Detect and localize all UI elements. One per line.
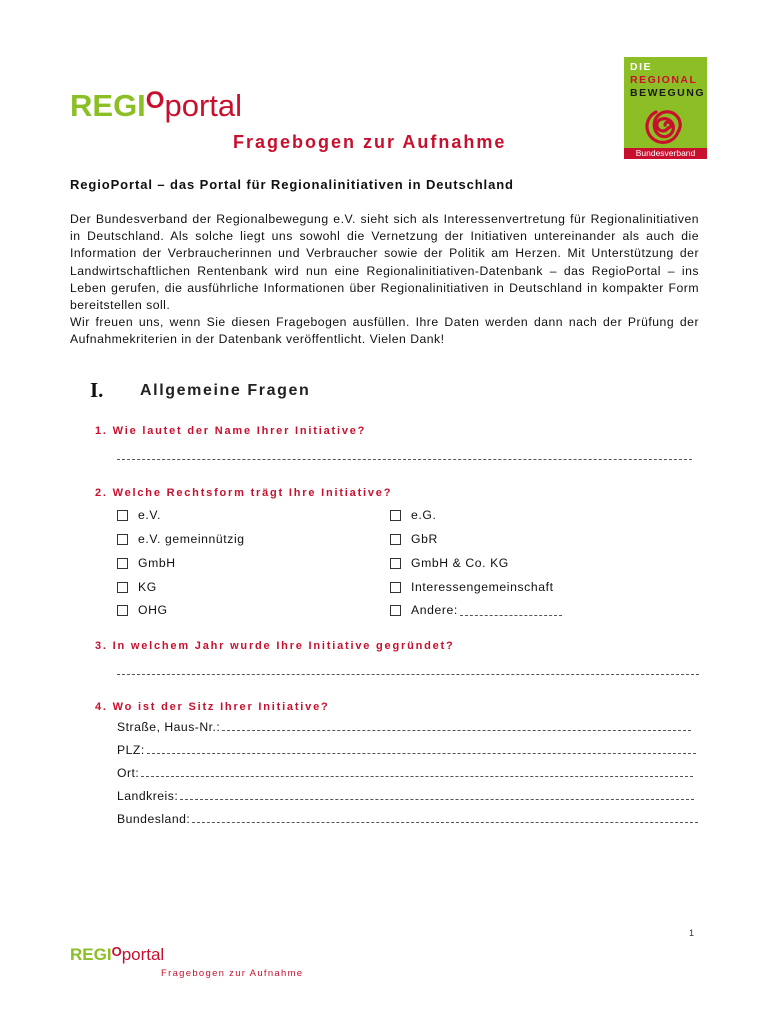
field-strasse[interactable]	[117, 720, 691, 734]
field-input-line[interactable]	[192, 822, 698, 823]
answer-line-name[interactable]	[117, 459, 692, 460]
option-label: e.V.	[138, 508, 161, 522]
footer-title: Fragebogen zur Aufnahme	[161, 968, 304, 979]
regionalbewegung-badge	[624, 57, 707, 159]
option-label: GmbH	[138, 556, 176, 570]
option-label: GmbH & Co. KG	[411, 556, 509, 570]
option-eg[interactable]	[390, 508, 436, 522]
badge-footer	[624, 148, 707, 159]
checkbox-icon[interactable]	[117, 558, 128, 569]
intro-paragraph-1: Der Bundesverband der Regionalbewegung e.V. sieht sich als Interessenvertretung für Regionalinitiativen in Deutschland. Als solche liegt uns sowohl die Vernetzung der Initiativen untereinander als auch die Information der Verbraucherinnen und Verbraucher sowie der Politik am Herzen. Mit Unterstützung der Landwirtschaftlichen Rentenbank wird nun eine Regionalinitiativen-Datenbank – das RegioPortal – ins Leben gerufen, die ausführliche Informationen über Regionalinitiativen in Deutschland in kompakter Form bereitstellen soll.	[70, 212, 699, 313]
option-label: e.V. gemeinnützig	[138, 532, 245, 546]
andere-input-line[interactable]	[460, 605, 562, 616]
field-label: Bundesland:	[117, 812, 191, 826]
logo-regi: REGI	[70, 945, 112, 964]
option-label: Andere:	[411, 603, 458, 617]
option-andere[interactable]	[390, 603, 562, 617]
checkbox-icon[interactable]	[117, 534, 128, 545]
answer-line-year[interactable]	[117, 674, 699, 675]
checkbox-icon[interactable]	[390, 558, 401, 569]
option-label: GbR	[411, 532, 438, 546]
logo-o: O	[111, 944, 122, 959]
page-number: 1	[689, 928, 695, 938]
question-4: 4. Wo ist der Sitz Ihrer Initiative?	[95, 701, 330, 713]
regioportal-logo	[70, 87, 243, 123]
field-ort[interactable]	[117, 766, 693, 780]
field-plz[interactable]	[117, 743, 696, 757]
logo-regi: REGI	[70, 88, 146, 123]
logo-portal: portal	[121, 945, 165, 964]
option-label: OHG	[138, 603, 168, 617]
option-gmbh-co-kg[interactable]	[390, 556, 509, 570]
option-interessengemeinschaft[interactable]	[390, 580, 554, 594]
badge-line-bewegung: BEWEGUNG	[630, 87, 705, 99]
field-input-line[interactable]	[222, 730, 691, 731]
badge-line-regional: REGIONAL	[630, 74, 698, 86]
logo-portal: portal	[164, 88, 243, 123]
field-label: Ort:	[117, 766, 140, 780]
field-input-line[interactable]	[147, 753, 696, 754]
section-number: I.	[90, 378, 104, 402]
checkbox-icon[interactable]	[117, 510, 128, 521]
field-bundesland[interactable]	[117, 812, 698, 826]
question-1: 1. Wie lautet der Name Ihrer Initiative?	[95, 425, 367, 437]
checkbox-icon[interactable]	[117, 605, 128, 616]
page-title: Fragebogen zur Aufnahme	[233, 132, 507, 152]
spiral-icon	[641, 103, 689, 147]
field-landkreis[interactable]	[117, 789, 694, 803]
option-gbr[interactable]	[390, 532, 438, 546]
option-ohg[interactable]	[117, 603, 168, 617]
checkbox-icon[interactable]	[390, 510, 401, 521]
checkbox-icon[interactable]	[390, 605, 401, 616]
option-kg[interactable]	[117, 580, 157, 594]
logo-o: O	[145, 87, 165, 114]
section-title: Allgemeine Fragen	[140, 382, 311, 399]
option-ev[interactable]	[117, 508, 161, 522]
field-input-line[interactable]	[180, 799, 694, 800]
option-label: e.G.	[411, 508, 437, 522]
badge-footer-text: Bundesverband	[635, 148, 696, 158]
subtitle: RegioPortal – das Portal für Regionalinitiativen in Deutschland	[70, 177, 514, 192]
intro-paragraph-2: Wir freuen uns, wenn Sie diesen Fragebogen ausfüllen. Ihre Daten werden dann nach der Prüfung der Aufnahmekriterien in der Datenbank veröffentlicht. Vielen Dank!	[70, 315, 699, 347]
question-2: 2. Welche Rechtsform trägt Ihre Initiative?	[95, 487, 393, 499]
checkbox-icon[interactable]	[390, 534, 401, 545]
intro-text	[70, 211, 699, 349]
footer-logo	[70, 946, 164, 963]
field-label: Straße, Haus-Nr.:	[117, 720, 221, 734]
checkbox-icon[interactable]	[390, 582, 401, 593]
option-label: KG	[138, 580, 157, 594]
field-input-line[interactable]	[141, 776, 693, 777]
question-3: 3. In welchem Jahr wurde Ihre Initiative gegründet?	[95, 640, 455, 652]
field-label: PLZ:	[117, 743, 145, 757]
option-label: Interessengemeinschaft	[411, 580, 554, 594]
field-label: Landkreis:	[117, 789, 179, 803]
checkbox-icon[interactable]	[117, 582, 128, 593]
option-gmbh[interactable]	[117, 556, 176, 570]
badge-line-die: DIE	[630, 61, 653, 73]
option-ev-gemeinnuetzig[interactable]	[117, 532, 245, 546]
